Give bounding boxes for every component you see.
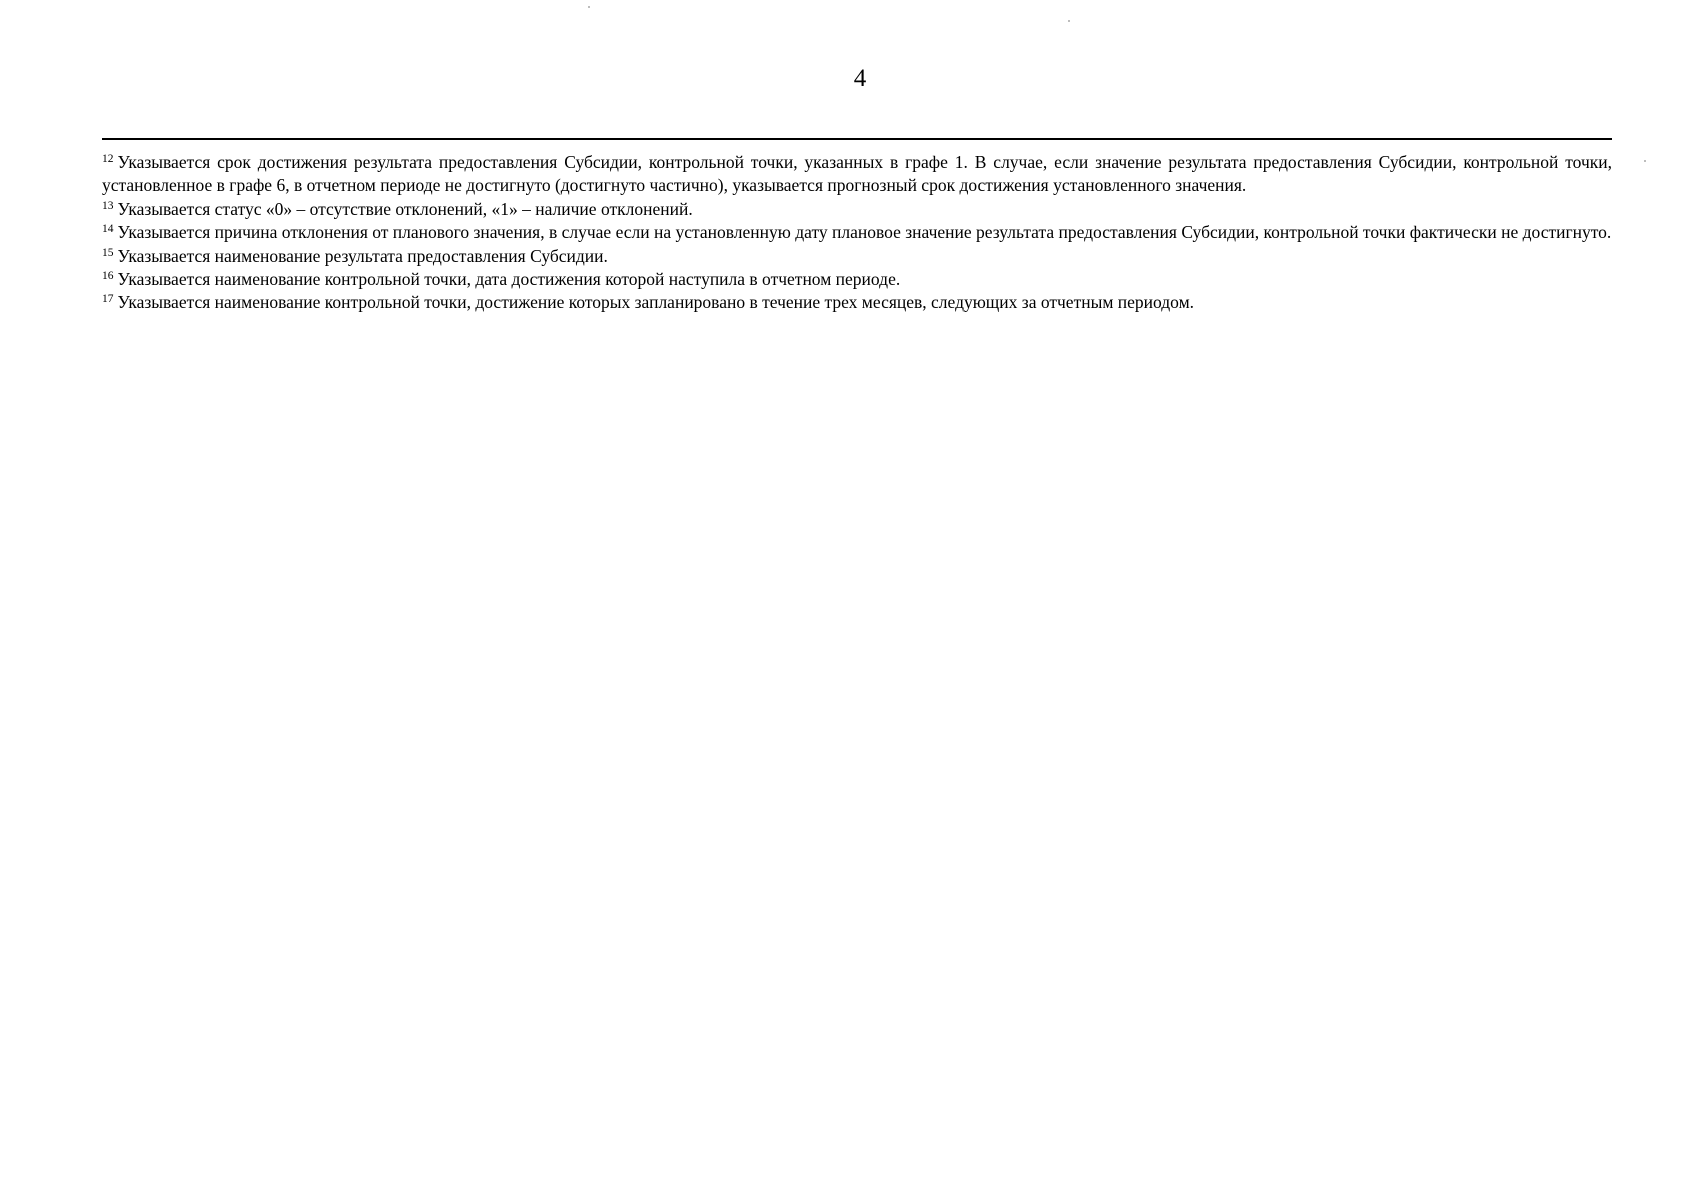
footnote-text: Указывается наименование результата предоставления Субсидии. bbox=[117, 245, 608, 266]
footnote-number: 14 bbox=[102, 223, 114, 236]
page-number: 4 bbox=[853, 65, 867, 92]
footnote-16 bbox=[102, 268, 1612, 291]
footnote-number: 17 bbox=[102, 293, 114, 306]
footnote-17 bbox=[102, 291, 1612, 314]
scan-speck bbox=[588, 6, 590, 8]
footnote-text: Указывается срок достижения результата предоставления Субсидии, контрольной точки, указанных в графе 1. В случае, если значение результата предоставления Субсидии, контрольной точки, установленное в графе 6, в отчетном периоде не достигнуто (достигнуто частично), указывается прогнозный срок достижения установленного значения. bbox=[102, 152, 1612, 196]
scan-speck bbox=[1644, 160, 1646, 162]
footnote-number: 15 bbox=[102, 246, 114, 259]
footnote-14 bbox=[102, 221, 1612, 244]
scan-speck bbox=[1068, 20, 1070, 22]
footnote-number: 13 bbox=[102, 199, 114, 212]
footnote-text: Указывается наименование контрольной точки, дата достижения которой наступила в отчетном периоде. bbox=[117, 269, 901, 290]
footnote-number: 12 bbox=[102, 153, 114, 165]
footnote-15 bbox=[102, 245, 1612, 268]
footnote-13 bbox=[102, 198, 1612, 221]
footnote-text: Указывается статус «0» – отсутствие отклонений, «1» – наличие отклонений. bbox=[117, 198, 693, 219]
footnote-text: Указывается причина отклонения от планового значения, в случае если на установленную дату плановое значение результата предоставления Субсидии, контрольной точки фактически не достигнуто. bbox=[117, 222, 1612, 243]
footnote-text: Указывается наименование контрольной точки, достижение которых запланировано в течение трех месяцев, следующих за отчетным периодом. bbox=[117, 292, 1195, 313]
footnotes-block bbox=[102, 151, 1612, 315]
footnote-12 bbox=[102, 151, 1612, 198]
footnote-separator bbox=[102, 138, 1612, 140]
footnote-number: 16 bbox=[102, 270, 114, 283]
